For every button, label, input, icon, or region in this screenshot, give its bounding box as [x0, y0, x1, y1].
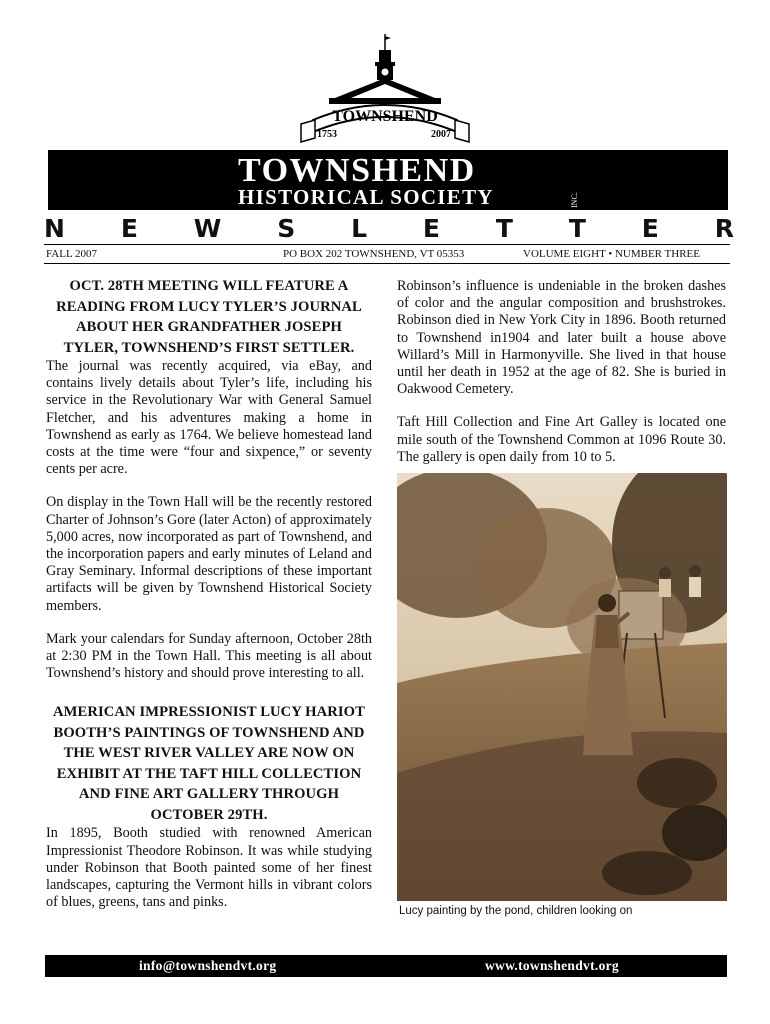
article2-paragraph: Taft Hill Collection and Fine Art Galley is located one mile south of the Townshend Common at 1096 Route 30. The gallery is open daily from 10 to 5.	[397, 414, 726, 465]
newsletter-letter: L	[351, 214, 368, 243]
article1-paragraph: Mark your calendars for Sunday afternoon, October 28th at 2:30 PM in the Town Hall. This meeting is all about Townshend’s history and should prove interesting to all.	[46, 630, 372, 682]
newsletter-letter: E	[422, 214, 440, 243]
painting-photo	[397, 473, 727, 901]
article2-paragraph: In 1895, Booth studied with renowned American Impressionist Theodore Robinson. It was while studying under Robinson that Booth painted some of her finest landscapes, capturing the Vermont hills in vibrant colors of blues, greens, tans and pinks.	[46, 825, 372, 911]
left-column	[46, 276, 372, 911]
issue-volume: VOLUME EIGHT • NUMBER THREE	[523, 248, 700, 260]
newsletter-letter: N	[44, 214, 65, 243]
masthead-bar	[48, 150, 728, 210]
masthead-inc: INC.	[570, 192, 579, 208]
newsletter-letter: T	[495, 214, 513, 243]
newsletter-wordmark	[44, 214, 734, 242]
newsletter-letter: E	[120, 214, 138, 243]
society-logo	[285, 28, 485, 150]
right-column	[397, 278, 726, 466]
bottom-rule	[44, 263, 730, 264]
logo-year-start: 1753	[317, 129, 337, 140]
logo-year-end: 2007	[431, 129, 451, 140]
article1-headline: OCT. 28TH MEETING WILL FEATURE A READING FROM LUCY TYLER’S JOURNAL ABOUT HER GRANDFATHER JOSEPH TYLER, TOWNSHEND’S FIRST SETTLER.	[56, 278, 362, 356]
footer-website-link[interactable]: www.townshendvt.org	[485, 958, 619, 973]
logo-banner-text: TOWNSHEND	[332, 108, 438, 125]
footer-bar	[45, 955, 727, 977]
article2-paragraph: Robinson’s influence is undeniable in the broken dashes of color and the angular composition and brushstrokes. Robinson died in New York City in 1896. Booth returned to Townshend in1904 and later built a house above Willard’s Mill in Harmonyville. She lived in that house until her death in 1952 at the age of 82. She is buried in Oakwood Cemetery.	[397, 278, 726, 398]
article2-headline: AMERICAN IMPRESSIONIST LUCY HARIOT BOOTH’S PAINTINGS OF TOWNSHEND AND THE WEST RIVER VALLEY ARE NOW ON EXHIBIT AT THE TAFT HILL COLLECTION AND FINE ART GALLERY THROUGH OCTOBER 29TH.	[53, 704, 365, 823]
issue-season: FALL 2007	[46, 248, 98, 260]
newsletter-letter: S	[277, 214, 296, 243]
newsletter-letter: E	[641, 214, 659, 243]
newsletter-letter: T	[568, 214, 586, 243]
photo-caption: Lucy painting by the pond, children looking on	[399, 905, 633, 917]
masthead-title: TOWNSHEND	[238, 152, 476, 189]
masthead-subtitle: HISTORICAL SOCIETY	[238, 185, 494, 209]
issue-address: PO BOX 202 TOWNSHEND, VT 05353	[283, 248, 465, 260]
newsletter-letter: W	[193, 214, 222, 243]
photo-illustration	[397, 473, 727, 901]
article1-paragraph: The journal was recently acquired, via eBay, and contains lively details about Tyler’s life, including his service in the Revolutionary War with General Samuel Fletcher, and his adventures making a home in Townshend as early as 1764. We believe homestead land costs at the time were “four and sixpence,” or seventy cents per acre.	[46, 358, 372, 478]
footer-email-link[interactable]: info@townshendvt.org	[139, 958, 277, 973]
article1-paragraph: On display in the Town Hall will be the recently restored Charter of Johnson’s Gore (later Acton) of approximately 5,000 acres, now incorporated as part of Townshend, and the incorporation papers and early minutes of Leland and Gray Seminary. Informal descriptions of these important artifacts will be given by Townshend Historical Society members.	[46, 494, 372, 614]
newsletter-letter: R	[714, 214, 734, 243]
top-rule	[44, 244, 730, 245]
